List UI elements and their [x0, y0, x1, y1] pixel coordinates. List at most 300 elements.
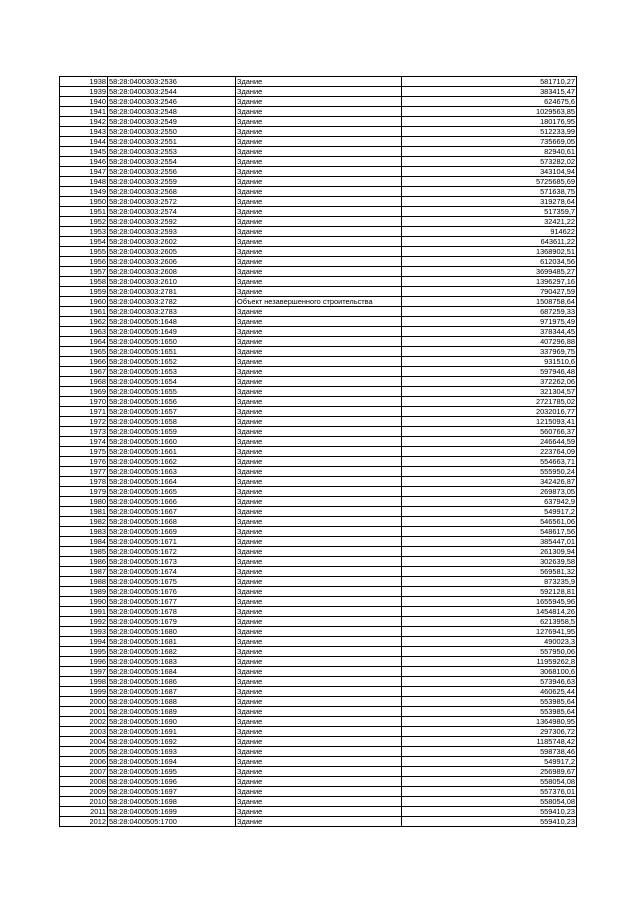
row-number-cell: 1953 — [60, 227, 108, 237]
object-type-cell: Здание — [236, 267, 402, 277]
object-type-cell: Здание — [236, 657, 402, 667]
cadastral-number-cell: 58:28:0400505:1653 — [108, 367, 236, 377]
table-row — [60, 807, 577, 817]
cadastral-value-table — [59, 76, 577, 827]
table-row — [60, 227, 577, 237]
table-row — [60, 557, 577, 567]
cadastral-number-cell: 58:28:0400303:2608 — [108, 267, 236, 277]
cadastral-number-cell: 58:28:0400303:2551 — [108, 137, 236, 147]
row-number-cell: 1980 — [60, 497, 108, 507]
object-type-cell: Здание — [236, 587, 402, 597]
row-number-cell: 1950 — [60, 197, 108, 207]
table-row — [60, 487, 577, 497]
cadastral-number-cell: 58:28:0400303:2548 — [108, 107, 236, 117]
cadastral-value-cell: 337969,75 — [402, 347, 577, 357]
row-number-cell: 1993 — [60, 627, 108, 637]
table-row — [60, 437, 577, 447]
row-number-cell: 2001 — [60, 707, 108, 717]
cadastral-number-cell: 58:28:0400505:1692 — [108, 737, 236, 747]
table-row — [60, 657, 577, 667]
cadastral-value-cell: 490023,3 — [402, 637, 577, 647]
object-type-cell: Здание — [236, 317, 402, 327]
cadastral-value-cell: 553985,64 — [402, 697, 577, 707]
cadastral-number-cell: 58:28:0400505:1691 — [108, 727, 236, 737]
table-row — [60, 597, 577, 607]
object-type-cell: Здание — [236, 307, 402, 317]
object-type-cell: Здание — [236, 607, 402, 617]
cadastral-number-cell: 58:28:0400303:2568 — [108, 187, 236, 197]
table-row — [60, 687, 577, 697]
table-row — [60, 547, 577, 557]
row-number-cell: 2005 — [60, 747, 108, 757]
row-number-cell: 1960 — [60, 297, 108, 307]
cadastral-value-cell: 569581,32 — [402, 567, 577, 577]
row-number-cell: 1988 — [60, 577, 108, 587]
cadastral-number-cell: 58:28:0400505:1693 — [108, 747, 236, 757]
table-row — [60, 727, 577, 737]
cadastral-value-cell: 548617,56 — [402, 527, 577, 537]
object-type-cell: Здание — [236, 217, 402, 227]
row-number-cell: 2006 — [60, 757, 108, 767]
row-number-cell: 2010 — [60, 797, 108, 807]
cadastral-number-cell: 58:28:0400505:1658 — [108, 417, 236, 427]
cadastral-number-cell: 58:28:0400505:1669 — [108, 527, 236, 537]
row-number-cell: 1999 — [60, 687, 108, 697]
cadastral-number-cell: 58:28:0400303:2593 — [108, 227, 236, 237]
cadastral-value-cell: 1185748,42 — [402, 737, 577, 747]
cadastral-number-cell: 58:28:0400505:1698 — [108, 797, 236, 807]
object-type-cell: Здание — [236, 397, 402, 407]
row-number-cell: 1990 — [60, 597, 108, 607]
row-number-cell: 1969 — [60, 387, 108, 397]
object-type-cell: Здание — [236, 87, 402, 97]
cadastral-number-cell: 58:28:0400505:1688 — [108, 697, 236, 707]
cadastral-value-cell: 553985,64 — [402, 707, 577, 717]
row-number-cell: 1951 — [60, 207, 108, 217]
table-row — [60, 697, 577, 707]
row-number-cell: 2007 — [60, 767, 108, 777]
table-row — [60, 87, 577, 97]
cadastral-value-cell: 555950,24 — [402, 467, 577, 477]
table-row — [60, 357, 577, 367]
table-row — [60, 187, 577, 197]
cadastral-value-cell: 573946,63 — [402, 677, 577, 687]
cadastral-value-cell: 557950,06 — [402, 647, 577, 657]
row-number-cell: 1977 — [60, 467, 108, 477]
cadastral-value-cell: 11959262,8 — [402, 657, 577, 667]
cadastral-value-cell: 512233,99 — [402, 127, 577, 137]
cadastral-number-cell: 58:28:0400505:1695 — [108, 767, 236, 777]
cadastral-value-cell: 1655945,96 — [402, 597, 577, 607]
object-type-cell: Здание — [236, 797, 402, 807]
object-type-cell: Здание — [236, 787, 402, 797]
table-row — [60, 377, 577, 387]
object-type-cell: Здание — [236, 527, 402, 537]
cadastral-value-cell: 32421,22 — [402, 217, 577, 227]
table-row — [60, 787, 577, 797]
cadastral-number-cell: 58:28:0400505:1687 — [108, 687, 236, 697]
cadastral-value-cell: 624675,6 — [402, 97, 577, 107]
row-number-cell: 1981 — [60, 507, 108, 517]
object-type-cell: Здание — [236, 127, 402, 137]
cadastral-number-cell: 58:28:0400303:2606 — [108, 257, 236, 267]
cadastral-number-cell: 58:28:0400505:1677 — [108, 597, 236, 607]
object-type-cell: Здание — [236, 177, 402, 187]
cadastral-value-cell: 261309,94 — [402, 547, 577, 557]
row-number-cell: 1958 — [60, 277, 108, 287]
table-row — [60, 647, 577, 657]
cadastral-number-cell: 58:28:0400505:1683 — [108, 657, 236, 667]
cadastral-value-cell: 1368902,51 — [402, 247, 577, 257]
row-number-cell: 1987 — [60, 567, 108, 577]
cadastral-value-cell: 914622 — [402, 227, 577, 237]
cadastral-number-cell: 58:28:0400505:1654 — [108, 377, 236, 387]
cadastral-number-cell: 58:28:0400505:1648 — [108, 317, 236, 327]
row-number-cell: 1995 — [60, 647, 108, 657]
table-row — [60, 147, 577, 157]
row-number-cell: 1974 — [60, 437, 108, 447]
table-row — [60, 317, 577, 327]
row-number-cell: 1957 — [60, 267, 108, 277]
cadastral-number-cell: 58:28:0400505:1675 — [108, 577, 236, 587]
object-type-cell: Здание — [236, 577, 402, 587]
object-type-cell: Здание — [236, 487, 402, 497]
object-type-cell: Здание — [236, 707, 402, 717]
cadastral-number-cell: 58:28:0400303:2605 — [108, 247, 236, 257]
table-row — [60, 287, 577, 297]
cadastral-value-cell: 549917,2 — [402, 507, 577, 517]
table-row — [60, 707, 577, 717]
row-number-cell: 1942 — [60, 117, 108, 127]
cadastral-number-cell: 58:28:0400303:2556 — [108, 167, 236, 177]
cadastral-value-cell: 643611,22 — [402, 237, 577, 247]
row-number-cell: 1956 — [60, 257, 108, 267]
table-row — [60, 497, 577, 507]
row-number-cell: 1961 — [60, 307, 108, 317]
cadastral-number-cell: 58:28:0400303:2550 — [108, 127, 236, 137]
cadastral-value-cell: 342426,87 — [402, 477, 577, 487]
cadastral-value-cell: 598738,46 — [402, 747, 577, 757]
row-number-cell: 2011 — [60, 807, 108, 817]
cadastral-value-cell: 1215093,41 — [402, 417, 577, 427]
table-row — [60, 447, 577, 457]
object-type-cell: Здание — [236, 337, 402, 347]
row-number-cell: 1954 — [60, 237, 108, 247]
cadastral-number-cell: 58:28:0400303:2554 — [108, 157, 236, 167]
table-row — [60, 117, 577, 127]
object-type-cell: Здание — [236, 637, 402, 647]
row-number-cell: 2000 — [60, 697, 108, 707]
cadastral-number-cell: 58:28:0400505:1682 — [108, 647, 236, 657]
table-row — [60, 457, 577, 467]
object-type-cell: Здание — [236, 457, 402, 467]
cadastral-number-cell: 58:28:0400505:1660 — [108, 437, 236, 447]
cadastral-value-cell: 931510,6 — [402, 357, 577, 367]
cadastral-value-cell: 460625,44 — [402, 687, 577, 697]
object-type-cell: Здание — [236, 507, 402, 517]
table-row — [60, 527, 577, 537]
object-type-cell: Здание — [236, 237, 402, 247]
object-type-cell: Здание — [236, 227, 402, 237]
cadastral-value-cell: 558054,08 — [402, 777, 577, 787]
table-row — [60, 637, 577, 647]
cadastral-value-cell: 2032016,77 — [402, 407, 577, 417]
cadastral-number-cell: 58:28:0400303:2602 — [108, 237, 236, 247]
object-type-cell: Здание — [236, 517, 402, 527]
row-number-cell: 1938 — [60, 77, 108, 87]
table-row — [60, 507, 577, 517]
table-row — [60, 427, 577, 437]
cadastral-number-cell: 58:28:0400505:1668 — [108, 517, 236, 527]
object-type-cell: Здание — [236, 157, 402, 167]
cadastral-number-cell: 58:28:0400303:2549 — [108, 117, 236, 127]
object-type-cell: Здание — [236, 597, 402, 607]
cadastral-number-cell: 58:28:0400505:1667 — [108, 507, 236, 517]
table-row — [60, 367, 577, 377]
object-type-cell: Здание — [236, 727, 402, 737]
cadastral-value-cell: 407296,88 — [402, 337, 577, 347]
table-row — [60, 197, 577, 207]
object-type-cell: Здание — [236, 757, 402, 767]
cadastral-number-cell: 58:28:0400303:2546 — [108, 97, 236, 107]
object-type-cell: Здание — [236, 277, 402, 287]
table-row — [60, 617, 577, 627]
cadastral-value-cell: 302639,58 — [402, 557, 577, 567]
cadastral-value-cell: 790427,59 — [402, 287, 577, 297]
object-type-cell: Здание — [236, 247, 402, 257]
table-row — [60, 237, 577, 247]
row-number-cell: 1991 — [60, 607, 108, 617]
cadastral-number-cell: 58:28:0400505:1673 — [108, 557, 236, 567]
object-type-cell: Здание — [236, 197, 402, 207]
cadastral-number-cell: 58:28:0400303:2572 — [108, 197, 236, 207]
table-row — [60, 337, 577, 347]
cadastral-number-cell: 58:28:0400303:2783 — [108, 307, 236, 317]
row-number-cell: 1963 — [60, 327, 108, 337]
cadastral-value-cell: 1029563,85 — [402, 107, 577, 117]
cadastral-value-cell: 581710,27 — [402, 77, 577, 87]
cadastral-number-cell: 58:28:0400505:1696 — [108, 777, 236, 787]
object-type-cell: Здание — [236, 147, 402, 157]
cadastral-number-cell: 58:28:0400505:1678 — [108, 607, 236, 617]
row-number-cell: 1997 — [60, 667, 108, 677]
cadastral-value-cell: 637942,9 — [402, 497, 577, 507]
object-type-cell: Здание — [236, 347, 402, 357]
table-row — [60, 767, 577, 777]
cadastral-number-cell: 58:28:0400505:1652 — [108, 357, 236, 367]
cadastral-value-cell: 5725685,69 — [402, 177, 577, 187]
cadastral-value-cell: 1396297,16 — [402, 277, 577, 287]
table-row — [60, 567, 577, 577]
table-row — [60, 247, 577, 257]
cadastral-value-cell: 735669,05 — [402, 137, 577, 147]
cadastral-number-cell: 58:28:0400505:1694 — [108, 757, 236, 767]
cadastral-value-cell: 82940,61 — [402, 147, 577, 157]
cadastral-number-cell: 58:28:0400505:1686 — [108, 677, 236, 687]
object-type-cell: Здание — [236, 767, 402, 777]
table-row — [60, 467, 577, 477]
cadastral-number-cell: 58:28:0400505:1680 — [108, 627, 236, 637]
row-number-cell: 1945 — [60, 147, 108, 157]
table-row — [60, 137, 577, 147]
table-row — [60, 297, 577, 307]
cadastral-value-cell: 372262,06 — [402, 377, 577, 387]
object-type-cell: Здание — [236, 187, 402, 197]
object-type-cell: Здание — [236, 167, 402, 177]
cadastral-value-cell: 3699485,27 — [402, 267, 577, 277]
cadastral-value-cell: 558054,08 — [402, 797, 577, 807]
row-number-cell: 1964 — [60, 337, 108, 347]
cadastral-value-cell: 385447,01 — [402, 537, 577, 547]
cadastral-number-cell: 58:28:0400505:1699 — [108, 807, 236, 817]
cadastral-value-cell: 1364980,95 — [402, 717, 577, 727]
row-number-cell: 1972 — [60, 417, 108, 427]
table-row — [60, 817, 577, 827]
table-row — [60, 97, 577, 107]
object-type-cell: Здание — [236, 427, 402, 437]
cadastral-value-cell: 6213958,5 — [402, 617, 577, 627]
table-row — [60, 677, 577, 687]
cadastral-value-cell: 1508758,64 — [402, 297, 577, 307]
cadastral-number-cell: 58:28:0400505:1663 — [108, 467, 236, 477]
row-number-cell: 1970 — [60, 397, 108, 407]
row-number-cell: 1962 — [60, 317, 108, 327]
object-type-cell: Здание — [236, 737, 402, 747]
table-row — [60, 577, 577, 587]
object-type-cell: Здание — [236, 817, 402, 827]
object-type-cell: Здание — [236, 107, 402, 117]
object-type-cell: Здание — [236, 137, 402, 147]
cadastral-number-cell: 58:28:0400505:1690 — [108, 717, 236, 727]
row-number-cell: 1984 — [60, 537, 108, 547]
cadastral-value-cell: 559410,23 — [402, 807, 577, 817]
object-type-cell: Здание — [236, 697, 402, 707]
object-type-cell: Здание — [236, 357, 402, 367]
object-type-cell: Здание — [236, 417, 402, 427]
object-type-cell: Здание — [236, 327, 402, 337]
row-number-cell: 1994 — [60, 637, 108, 647]
cadastral-value-cell: 2721785,02 — [402, 397, 577, 407]
cadastral-number-cell: 58:28:0400303:2574 — [108, 207, 236, 217]
row-number-cell: 1952 — [60, 217, 108, 227]
table-row — [60, 177, 577, 187]
table-row — [60, 477, 577, 487]
cadastral-value-cell: 297306,72 — [402, 727, 577, 737]
table-row — [60, 397, 577, 407]
object-type-cell: Здание — [236, 537, 402, 547]
row-number-cell: 2009 — [60, 787, 108, 797]
table-row — [60, 77, 577, 87]
table-row — [60, 217, 577, 227]
table-row — [60, 417, 577, 427]
object-type-cell: Здание — [236, 367, 402, 377]
cadastral-value-cell: 180176,95 — [402, 117, 577, 127]
row-number-cell: 1985 — [60, 547, 108, 557]
cadastral-value-cell: 873235,9 — [402, 577, 577, 587]
cadastral-number-cell: 58:28:0400505:1672 — [108, 547, 236, 557]
cadastral-number-cell: 58:28:0400505:1659 — [108, 427, 236, 437]
cadastral-value-cell: 612034,56 — [402, 257, 577, 267]
row-number-cell: 1968 — [60, 377, 108, 387]
row-number-cell: 1973 — [60, 427, 108, 437]
cadastral-number-cell: 58:28:0400505:1697 — [108, 787, 236, 797]
table-row — [60, 157, 577, 167]
object-type-cell: Здание — [236, 467, 402, 477]
cadastral-number-cell: 58:28:0400505:1662 — [108, 457, 236, 467]
cadastral-number-cell: 58:28:0400505:1651 — [108, 347, 236, 357]
table-row — [60, 107, 577, 117]
object-type-cell: Здание — [236, 257, 402, 267]
cadastral-number-cell: 58:28:0400303:2559 — [108, 177, 236, 187]
table-row — [60, 777, 577, 787]
row-number-cell: 1998 — [60, 677, 108, 687]
table-row — [60, 737, 577, 747]
table-row — [60, 517, 577, 527]
cadastral-value-cell: 517359,7 — [402, 207, 577, 217]
cadastral-number-cell: 58:28:0400303:2544 — [108, 87, 236, 97]
object-type-cell: Здание — [236, 677, 402, 687]
row-number-cell: 1978 — [60, 477, 108, 487]
object-type-cell: Здание — [236, 567, 402, 577]
cadastral-value-cell: 560766,37 — [402, 427, 577, 437]
table-row — [60, 267, 577, 277]
object-type-cell: Здание — [236, 717, 402, 727]
row-number-cell: 1975 — [60, 447, 108, 457]
row-number-cell: 1959 — [60, 287, 108, 297]
row-number-cell: 1941 — [60, 107, 108, 117]
cadastral-value-cell: 269873,05 — [402, 487, 577, 497]
cadastral-value-cell: 573282,02 — [402, 157, 577, 167]
object-type-cell: Здание — [236, 547, 402, 557]
object-type-cell: Здание — [236, 287, 402, 297]
object-type-cell: Здание — [236, 77, 402, 87]
object-type-cell: Здание — [236, 117, 402, 127]
cadastral-number-cell: 58:28:0400303:2553 — [108, 147, 236, 157]
table-row — [60, 627, 577, 637]
row-number-cell: 1949 — [60, 187, 108, 197]
table-row — [60, 327, 577, 337]
cadastral-number-cell: 58:28:0400505:1649 — [108, 327, 236, 337]
cadastral-value-cell: 3068100,6 — [402, 667, 577, 677]
cadastral-number-cell: 58:28:0400505:1666 — [108, 497, 236, 507]
cadastral-value-cell: 571638,75 — [402, 187, 577, 197]
row-number-cell: 1944 — [60, 137, 108, 147]
table-row — [60, 747, 577, 757]
cadastral-number-cell: 58:28:0400505:1661 — [108, 447, 236, 457]
table-row — [60, 207, 577, 217]
cadastral-value-cell: 1276941,95 — [402, 627, 577, 637]
row-number-cell: 1989 — [60, 587, 108, 597]
row-number-cell: 1971 — [60, 407, 108, 417]
cadastral-value-cell: 549917,2 — [402, 757, 577, 767]
cadastral-value-cell: 383415,47 — [402, 87, 577, 97]
table-row — [60, 257, 577, 267]
table-row — [60, 667, 577, 677]
object-type-cell: Здание — [236, 747, 402, 757]
table-row — [60, 387, 577, 397]
object-type-cell: Здание — [236, 647, 402, 657]
table-body — [60, 77, 577, 827]
row-number-cell: 2004 — [60, 737, 108, 747]
table-row — [60, 307, 577, 317]
row-number-cell: 1979 — [60, 487, 108, 497]
table-row — [60, 127, 577, 137]
cadastral-number-cell: 58:28:0400505:1671 — [108, 537, 236, 547]
object-type-cell: Здание — [236, 377, 402, 387]
cadastral-number-cell: 58:28:0400505:1684 — [108, 667, 236, 677]
cadastral-number-cell: 58:28:0400505:1657 — [108, 407, 236, 417]
cadastral-value-cell: 971975,49 — [402, 317, 577, 327]
